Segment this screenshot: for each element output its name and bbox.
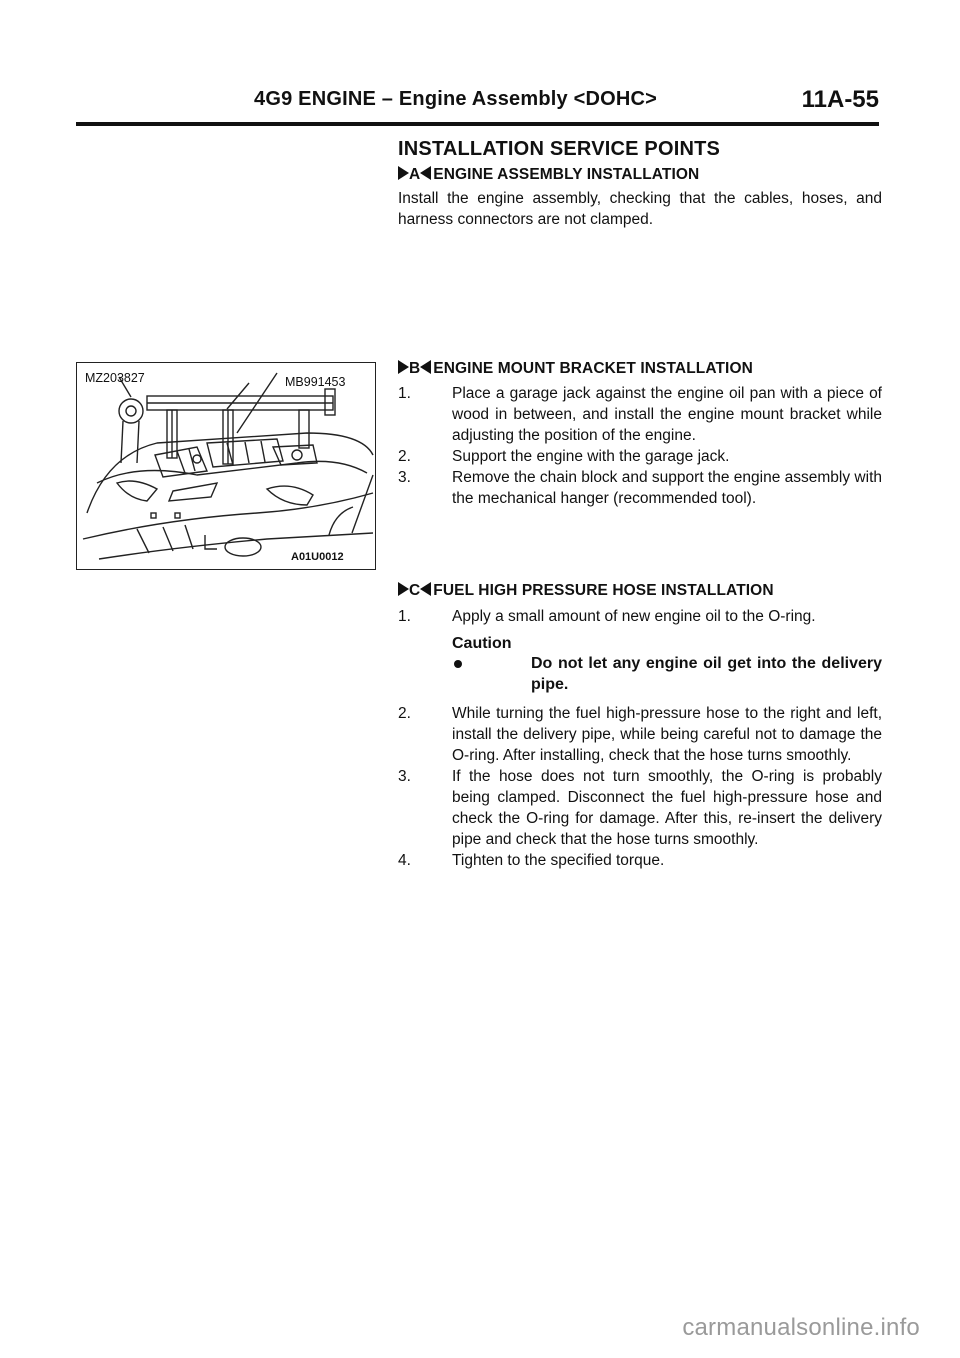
list-item (398, 850, 882, 871)
triangle-right-icon (398, 360, 409, 374)
figure-code: A01U0012 (291, 551, 344, 563)
bullet-icon (454, 660, 462, 668)
step-number: 3. (398, 469, 411, 486)
step-text: Tighten to the specified torque. (452, 852, 665, 869)
section-b-heading (398, 360, 882, 378)
engine-bay-illustration (77, 363, 375, 569)
list-item (398, 467, 882, 509)
triangle-left-icon (420, 166, 431, 180)
page-number: 11A-55 (801, 86, 879, 113)
section-title: INSTALLATION SERVICE POINTS (398, 138, 721, 160)
section-c-heading (398, 582, 882, 600)
triangle-right-icon (398, 582, 409, 596)
step-text: Place a garage jack against the engine oil pan with a piece of wood in between, and install the engine mount bracket while adjusting the position of the engine. (452, 385, 882, 444)
step-number: 3. (398, 768, 411, 785)
tool-label-mz203827: MZ203827 (85, 371, 145, 385)
list-item (398, 703, 882, 766)
step-text: Apply a small amount of new engine oil to the O-ring. (452, 608, 816, 625)
list-item (398, 446, 882, 467)
step-text: Remove the chain block and support the engine assembly with the mechanical hanger (recommended tool). (452, 469, 882, 507)
engine-hanger-figure (76, 362, 376, 570)
step-number: 2. (398, 448, 411, 465)
step-number: 1. (398, 385, 411, 402)
triangle-left-icon (420, 582, 431, 596)
triangle-left-icon (420, 360, 431, 374)
section-b (398, 360, 882, 509)
page-header (76, 88, 879, 126)
step-number: 4. (398, 852, 411, 869)
list-item (398, 766, 882, 850)
caution-text: Do not let any engine oil get into the delivery pipe. (531, 655, 882, 693)
section-c-steps (398, 703, 882, 871)
section-a (398, 166, 882, 230)
step-number: 2. (398, 705, 411, 722)
section-c-step1 (398, 606, 882, 627)
tool-label-mb991453: MB991453 (285, 375, 346, 389)
step-text: Support the engine with the garage jack. (452, 448, 730, 465)
step-number: 1. (398, 608, 411, 625)
section-c (398, 582, 882, 871)
list-item (398, 383, 882, 446)
section-a-marker: A (409, 166, 421, 183)
watermark: carmanualsonline.info (682, 1314, 920, 1341)
section-b-title: ENGINE MOUNT BRACKET INSTALLATION (433, 360, 753, 377)
section-c-title: FUEL HIGH PRESSURE HOSE INSTALLATION (433, 582, 774, 599)
caution-title: Caution (452, 635, 512, 652)
section-a-text: Install the engine assembly, checking that the cables, hoses, and harness connectors are not clamped. (398, 190, 882, 228)
section-c-marker: C (409, 582, 421, 599)
section-b-marker: B (409, 360, 421, 377)
section-a-title: ENGINE ASSEMBLY INSTALLATION (433, 166, 700, 183)
caution-item (398, 653, 882, 695)
header-title: 4G9 ENGINE – Engine Assembly <DOHC> (254, 88, 658, 110)
section-a-heading (398, 166, 882, 184)
section-b-steps (398, 383, 882, 509)
step-text: If the hose does not turn smoothly, the O-ring is probably being clamped. Disconnect the fuel high-pressure hose and check the O-ring for damage. After this, re-insert the delivery pipe and check that the hose turns smoothly. (452, 768, 882, 848)
triangle-right-icon (398, 166, 409, 180)
step-text: While turning the fuel high-pressure hose to the right and left, install the delivery pipe, while being careful not to damage the O-ring. After installing, check that the hose turns smoothly. (452, 705, 882, 764)
list-item (398, 606, 882, 627)
